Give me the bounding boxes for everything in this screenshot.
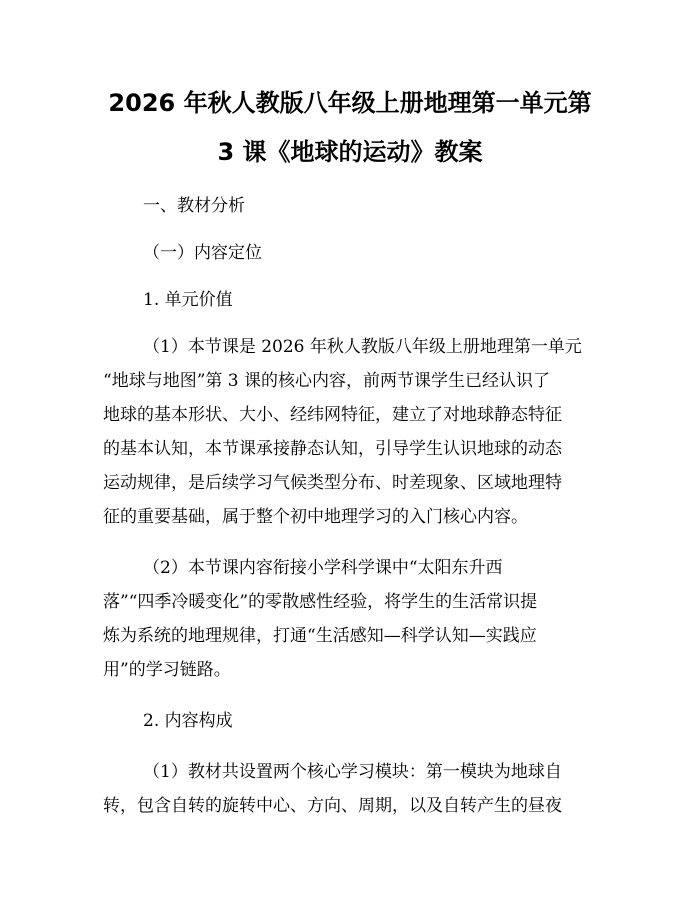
paragraph-line: “地球与地图”第 3 课的核心内容，前两节课学生已经认识了 <box>103 371 551 391</box>
document-title-line-2: 3 课《地球的运动》教案 <box>217 138 483 166</box>
paragraph-line: （2）本节课内容衔接小学科学课中“太阳东升西 <box>143 558 503 578</box>
paragraph-line: 落”“四季冷暖变化”的零散感性经验，将学生的生活常识提 <box>103 592 538 612</box>
item-heading-1: 1. 单元价值 <box>143 290 233 310</box>
paragraph-line: 运动规律，是后续学习气候类型分布、时差现象、区域地理特 <box>103 473 562 493</box>
document-title-line-1: 2026 年秋人教版八年级上册地理第一单元第 <box>108 89 592 117</box>
paragraph-line: 的基本认知，本节课承接静态认知，引导学生认识地球的动态 <box>103 439 562 459</box>
paragraph-line: （1）本节课是 2026 年秋人教版八年级上册地理第一单元 <box>143 337 582 357</box>
section-heading-1: 一、教材分析 <box>143 196 245 216</box>
paragraph-line: 地球的基本形状、大小、经纬网特征，建立了对地球静态特征 <box>103 405 562 425</box>
paragraph-line: 转，包含自转的旋转中心、方向、周期，以及自转产生的昼夜 <box>103 796 562 816</box>
paragraph-line: 炼为系统的地理规律，打通“生活感知—科学认知—实践应 <box>103 626 537 646</box>
paragraph-line: 用”的学习链路。 <box>103 660 231 680</box>
paragraph-line: 征的重要基础，属于整个初中地理学习的入门核心内容。 <box>103 507 528 527</box>
subsection-heading-1: （一）内容定位 <box>143 243 262 263</box>
paragraph-line: （1）教材共设置两个核心学习模块：第一模块为地球自 <box>143 762 562 782</box>
item-heading-2: 2. 内容构成 <box>143 711 233 731</box>
